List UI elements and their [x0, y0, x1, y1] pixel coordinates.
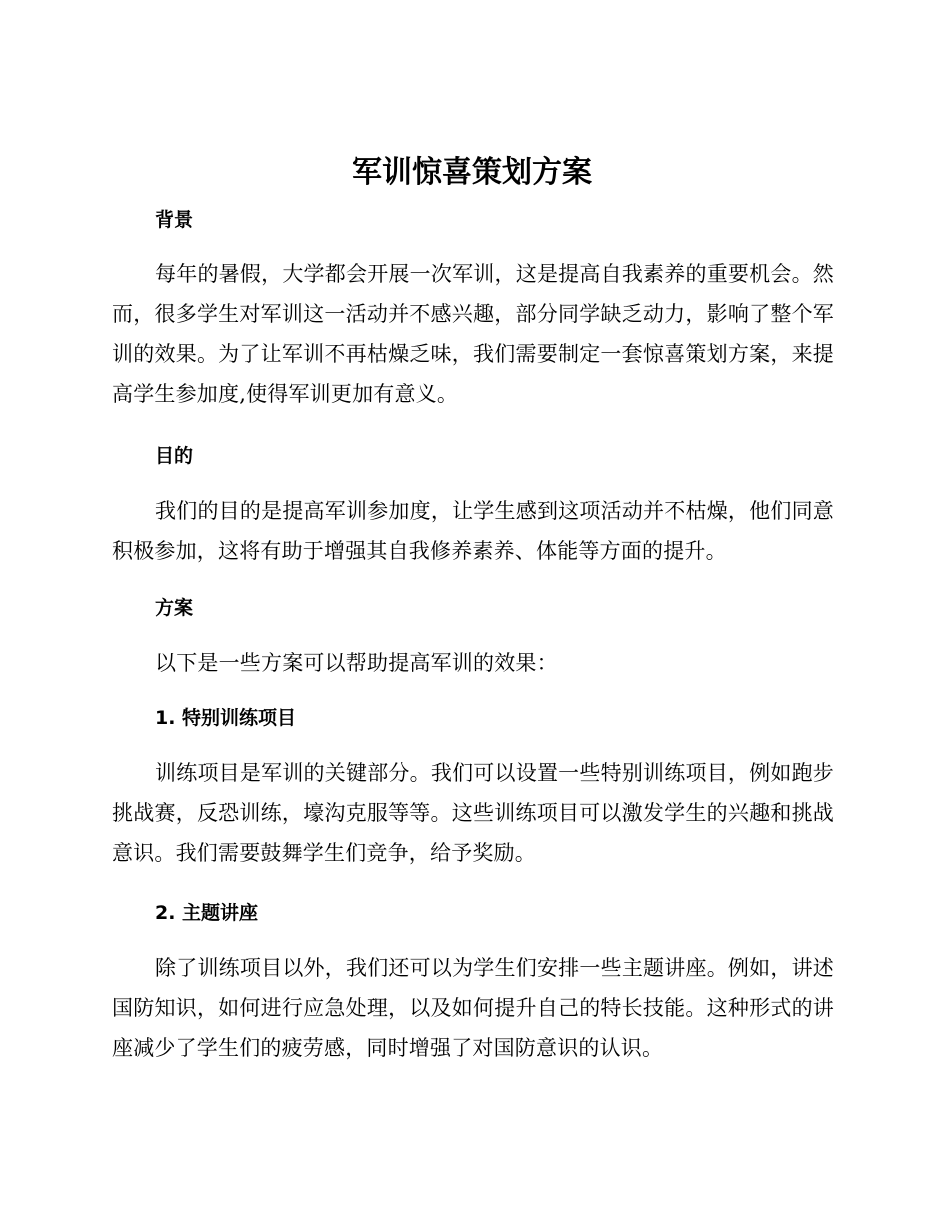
section-paragraph-plan: 以下是一些方案可以帮助提高军训的效果：	[155, 651, 558, 675]
section-paragraph-lectures: 除了训练项目以外，我们还可以为学生们安排一些主题讲座。例如，讲述国防知识，如何进行应急处理，以及如何提升自己的特长技能。这种形式的讲座减少了学生们的疲劳感，同时增强了对国防意识的认识。	[112, 956, 834, 1060]
section-heading-purpose: 目的	[155, 445, 194, 467]
section-heading-plan: 方案	[155, 597, 194, 619]
section-paragraph-purpose: 我们的目的是提高军训参加度，让学生感到这项活动并不枯燥，他们同意积极参加，这将有助于增强其自我修养素养、体能等方面的提升。	[112, 499, 834, 563]
section-heading-lectures: 2. 主题讲座	[155, 902, 259, 924]
section-paragraph-background: 每年的暑假，大学都会开展一次军训，这是提高自我素养的重要机会。然而，很多学生对军训这一活动并不感兴趣，部分同学缺乏动力，影响了整个军训的效果。为了让军训不再枯燥乏味，我们需要制定一套惊喜策划方案，来提高学生参加度,使得军训更加有意义。	[112, 262, 834, 406]
section-paragraph-special-training: 训练项目是军训的关键部分。我们可以设置一些特别训练项目，例如跑步挑战赛，反恐训练，壕沟克服等等。这些训练项目可以激发学生的兴趣和挑战意识。我们需要鼓舞学生们竞争，给予奖励。	[112, 761, 834, 865]
document-title: 军训惊喜策划方案	[352, 155, 592, 190]
section-heading-background: 背景	[155, 209, 194, 231]
section-heading-special-training: 1. 特别训练项目	[155, 707, 297, 729]
